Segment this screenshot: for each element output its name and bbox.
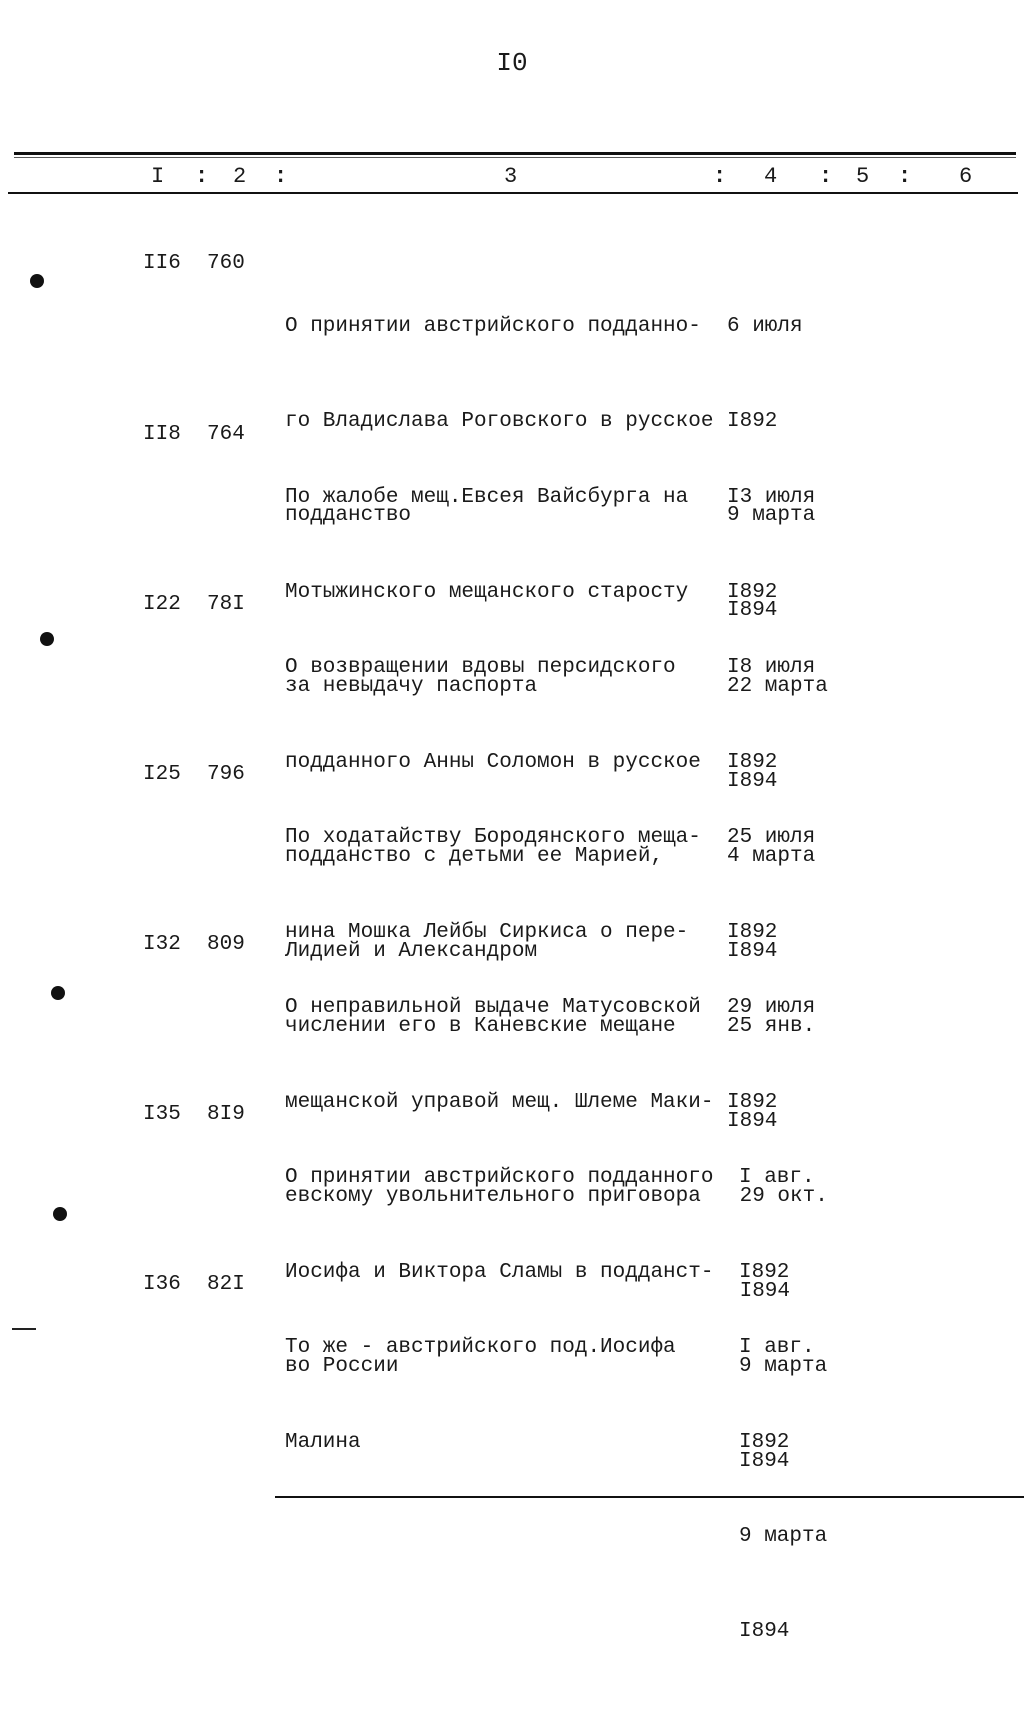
record-number: I22 [143, 593, 181, 616]
case-number: 760 [207, 252, 245, 275]
title-line: О неправильной выдаче Матусовской [285, 996, 701, 1019]
column-separator: : [898, 164, 912, 189]
case-number: 78I [207, 593, 245, 616]
title-line: По жалобе мещ.Евсея Вайсбурга на [285, 486, 689, 509]
footer-rule [275, 1496, 1024, 1498]
start-date: I3 июля [727, 486, 816, 509]
title-line: О принятии австрийского подданно- [285, 315, 701, 338]
column-header-5: 5 [856, 164, 870, 189]
title-line: По ходатайству Бородянского меща- [285, 826, 701, 849]
start-date: 25 июля [727, 826, 816, 849]
end-year: I894 [739, 1619, 790, 1643]
case-number: 764 [207, 423, 245, 446]
end-date: 29 окт. [727, 1185, 828, 1208]
end-year: I894 [727, 1279, 791, 1303]
start-year: I892 [739, 1430, 790, 1454]
column-separator: : [819, 164, 833, 189]
end-date: 9 марта [739, 1355, 828, 1378]
page-number: I0 [496, 48, 528, 78]
start-year: I892 [727, 920, 778, 944]
start-date: 29 июля [727, 996, 816, 1019]
title-line: Малина [285, 1430, 361, 1454]
column-separator: : [274, 164, 288, 189]
title-line: подданство [285, 504, 412, 527]
start-date: I авг. [739, 1336, 815, 1359]
title-line: Иосифа и Виктора Сламы в подданст- [285, 1260, 714, 1284]
column-separator: : [713, 164, 727, 189]
title-line: во России [285, 1355, 399, 1378]
title-line: О принятии австрийского подданного [285, 1166, 714, 1189]
record-number: I36 [143, 1273, 181, 1296]
end-year: I894 [727, 598, 778, 622]
binder-hole-mark [53, 1207, 67, 1221]
title-line: Лидией и Александром [285, 939, 538, 963]
end-date: 9 марта [727, 504, 816, 527]
start-year: I892 [727, 1090, 778, 1114]
title-line: евскому увольнительного приговора [285, 1185, 701, 1208]
record-number: I25 [143, 763, 181, 786]
binder-hole-mark [40, 632, 54, 646]
case-number: 796 [207, 763, 245, 786]
title-line: числении его в Каневские мещане [285, 1015, 676, 1038]
margin-mark [12, 1328, 36, 1330]
record-number: I35 [143, 1103, 181, 1126]
case-number: 82I [207, 1273, 245, 1296]
start-date: I8 июля [727, 656, 816, 679]
end-date: 4 марта [727, 845, 816, 868]
start-date: 6 июля [727, 315, 803, 338]
title-line: Мотыжинского мещанского старосту [285, 580, 689, 604]
record-number: II8 [143, 423, 181, 446]
title-line: го Владислава Роговского в русское [285, 409, 714, 433]
start-year: I892 [739, 1260, 790, 1284]
end-year: I894 [727, 1109, 778, 1133]
title-line: мещанской управой мещ. Шлеме Маки- [285, 1090, 714, 1114]
start-year: I892 [727, 580, 778, 604]
record-dates [739, 1269, 827, 1710]
title-line: То же - австрийского под.Иосифа [285, 1336, 676, 1359]
column-header-3: 3 [504, 164, 518, 189]
column-header-6: 6 [959, 164, 973, 189]
end-date: 9 марта [739, 1525, 828, 1548]
end-year: I894 [739, 1449, 790, 1473]
title-line: О возвращении вдовы персидского [285, 656, 676, 679]
start-year: I892 [727, 750, 778, 774]
header-rule-top-thin [14, 157, 1016, 158]
column-header-4: 4 [764, 164, 778, 189]
title-line: подданного Анны Соломон в русское [285, 750, 701, 774]
end-year: I894 [727, 769, 778, 793]
title-line: подданство с детьми ее Марией, [285, 845, 664, 868]
record-number: II6 [143, 252, 181, 275]
column-header-2: 2 [233, 164, 247, 189]
binder-hole-mark [30, 274, 44, 288]
end-date: 22 марта [727, 675, 828, 698]
end-year: I894 [727, 939, 778, 963]
end-date: 25 янв. [727, 1015, 816, 1038]
case-number: 8I9 [207, 1103, 245, 1126]
title-line: нина Мошка Лейбы Сиркиса о пере- [285, 920, 689, 944]
start-date: I авг. [739, 1166, 815, 1189]
record-title [285, 1269, 676, 1521]
header-rule-top [14, 152, 1016, 155]
column-header-1: I [151, 164, 165, 189]
title-line: за невыдачу паспорта [285, 675, 538, 698]
column-header-rule [8, 192, 1018, 194]
case-number: 809 [207, 933, 245, 956]
column-separator: : [195, 164, 209, 189]
binder-hole-mark [51, 986, 65, 1000]
record-number: I32 [143, 933, 181, 956]
start-year: I892 [727, 409, 778, 433]
